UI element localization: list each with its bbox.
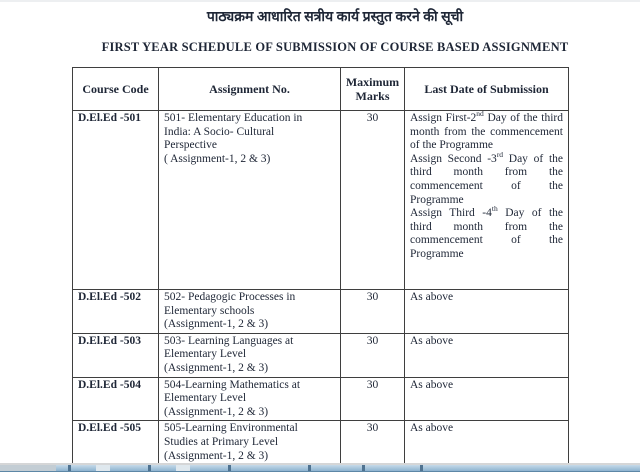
taskbar-bar[interactable] bbox=[0, 465, 640, 472]
last-date-cell: As above bbox=[405, 333, 569, 377]
assignment-cell bbox=[159, 290, 341, 334]
assignment-line: Elementary Level bbox=[164, 392, 247, 405]
last-date-cell: As above bbox=[405, 290, 569, 334]
assignment-line: (Assignment-1, 2 & 3) bbox=[164, 449, 269, 462]
schedule-table bbox=[72, 67, 569, 466]
maximum-marks-cell: 30 bbox=[341, 421, 405, 466]
last-date-cell: As above bbox=[405, 377, 569, 421]
assignment-line: Elementary Level bbox=[164, 348, 247, 361]
taskbar-segment-gap bbox=[96, 465, 110, 471]
course-code-cell: D.El.Ed -502 bbox=[73, 290, 159, 334]
hindi-title: पाठ्यक्रम आधारित सत्रीय कार्य प्रस्तुत करने की सूची bbox=[206, 10, 464, 25]
date-paragraph-second: Assign Second -3rd Day of the third month from the commencement of the Programme bbox=[410, 149, 563, 206]
table-row-503 bbox=[73, 333, 569, 377]
date-paragraph-first: Assign First-2nd Day of the third month from the commencement of the Programme bbox=[410, 109, 563, 152]
assignment-line: Perspective bbox=[164, 139, 218, 152]
taskbar-separator bbox=[308, 465, 311, 471]
assignment-cell bbox=[159, 377, 341, 421]
assignment-line: Studies at Primary Level bbox=[164, 435, 279, 448]
maximum-marks-cell: 30 bbox=[341, 377, 405, 421]
taskbar-separator bbox=[68, 465, 71, 471]
taskbar-separator bbox=[362, 465, 365, 471]
table-row-505 bbox=[73, 421, 569, 466]
maximum-marks-cell: 30 bbox=[341, 111, 405, 290]
assignment-line: 502- Pedagogic Processes in bbox=[164, 291, 296, 303]
last-date-cell: As above bbox=[405, 421, 569, 466]
ordinal-superscript: rd bbox=[496, 149, 504, 159]
maximum-marks-cell: 30 bbox=[341, 290, 405, 334]
taskbar-separator bbox=[228, 465, 231, 471]
assignment-line: (Assignment-1, 2 & 3) bbox=[164, 361, 269, 374]
assignment-line: 505-Learning Environmental bbox=[164, 422, 298, 435]
column-header-last-date: Last Date of Submission bbox=[405, 68, 569, 111]
assignment-line: ( Assignment-1, 2 & 3) bbox=[164, 152, 271, 165]
table-row-504 bbox=[73, 377, 569, 421]
column-header-course-code: Course Code bbox=[73, 68, 159, 111]
taskbar-separator bbox=[148, 465, 151, 471]
bottom-taskbar-sliver bbox=[0, 463, 640, 472]
table-header-row bbox=[73, 68, 569, 111]
table-row-501 bbox=[73, 111, 569, 290]
ordinal-superscript: th bbox=[491, 204, 498, 214]
table-row-502 bbox=[73, 290, 569, 334]
assignment-line: (Assignment-1, 2 & 3) bbox=[164, 318, 269, 331]
page-title: FIRST YEAR SCHEDULE OF SUBMISSION OF COURSE BASED ASSIGNMENT bbox=[101, 40, 569, 54]
course-code-cell: D.El.Ed -504 bbox=[73, 377, 159, 421]
assignment-cell bbox=[159, 333, 341, 377]
course-code-cell: D.El.Ed -501 bbox=[73, 111, 159, 290]
assignment-line: (Assignment-1, 2 & 3) bbox=[164, 405, 269, 418]
assignment-line: 501- Elementary Education in bbox=[164, 112, 303, 124]
assignment-line: 504-Learning Mathematics at bbox=[164, 378, 301, 391]
taskbar-segment[interactable] bbox=[0, 465, 56, 471]
assignment-line: 503- Learning Languages at bbox=[164, 334, 294, 347]
assignment-line: Elementary schools bbox=[164, 304, 255, 317]
assignment-cell bbox=[159, 421, 341, 466]
course-code-cell: D.El.Ed -503 bbox=[73, 333, 159, 377]
maximum-marks-cell: 30 bbox=[341, 333, 405, 377]
column-header-assignment-no: Assignment No. bbox=[159, 68, 341, 111]
column-header-maximum-marks: Maximum Marks bbox=[341, 68, 405, 111]
taskbar-segment-gap bbox=[176, 465, 190, 471]
ordinal-superscript: nd bbox=[476, 109, 484, 119]
taskbar-separator bbox=[420, 465, 423, 471]
date-paragraph-third: Assign Third -4th Day of the third month from the commencement of the Programme bbox=[410, 204, 563, 260]
last-date-cell bbox=[405, 111, 569, 290]
schedule-table-wrapper bbox=[72, 67, 569, 466]
assignment-line: India: A Socio- Cultural bbox=[164, 125, 275, 138]
assignment-cell bbox=[159, 111, 341, 290]
page-top-edge-line bbox=[0, 0, 640, 2]
course-code-cell: D.El.Ed -505 bbox=[73, 421, 159, 466]
